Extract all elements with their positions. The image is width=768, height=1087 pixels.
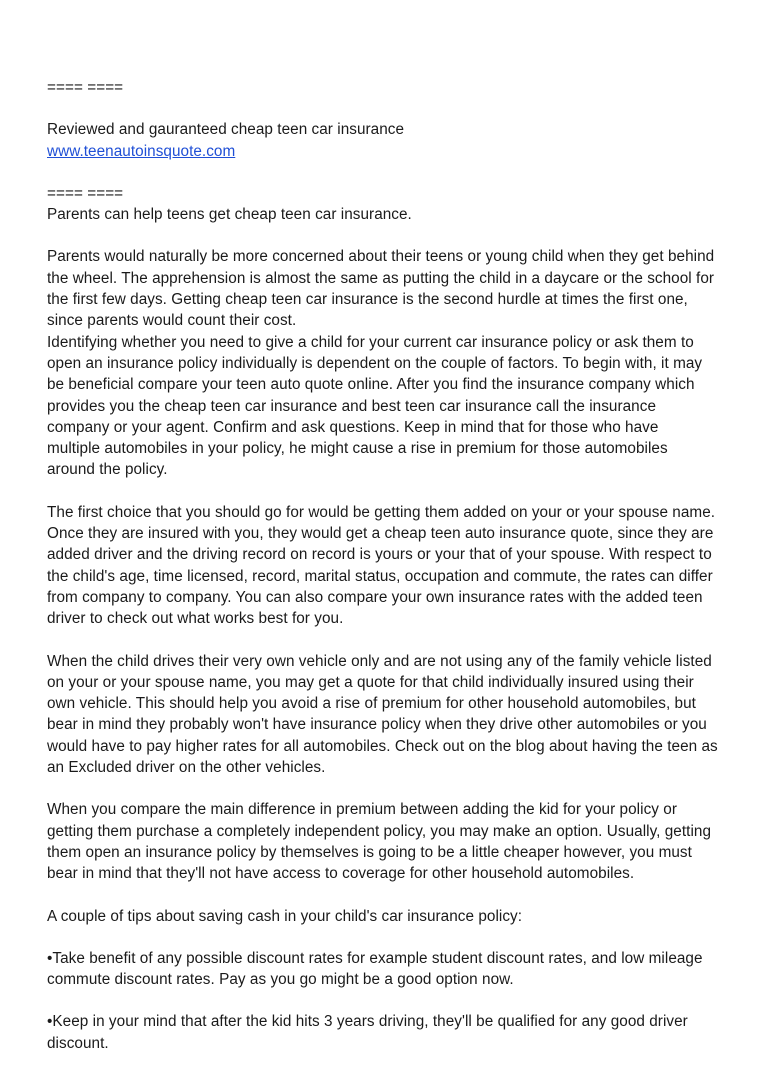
- paragraph-1: [47, 246, 737, 480]
- spacer: [47, 885, 737, 906]
- paragraph-3: [47, 651, 737, 779]
- spacer: [47, 778, 737, 799]
- paragraph-2-line: The first choice that you should go for would be getting them added on your or your spouse name.: [47, 503, 716, 521]
- spacer: [47, 927, 737, 948]
- paragraph-1-line: since parents would count their cost.: [47, 312, 297, 330]
- paragraph-4-line: When you compare the main difference in premium between adding the kid for your policy or: [47, 801, 677, 819]
- spacer: [47, 630, 737, 651]
- paragraph-2-line: added driver and the driving record on record is yours or your that of your spouse. With respect to: [47, 546, 712, 564]
- site-link[interactable]: www.teenautoinsquote.com: [47, 142, 236, 160]
- spacer: [47, 481, 737, 502]
- tip-1-line: commute discount rates. Pay as you go might be a good option now.: [47, 971, 514, 989]
- paragraph-3-line: bear in mind they probably won't have insurance policy when they drive other automobiles or you: [47, 716, 707, 734]
- paragraph-2-line: Once they are insured with you, they would get a cheap teen auto insurance quote, since they are: [47, 525, 714, 543]
- paragraph-4-line: bear in mind that they'll not have access to coverage for other household automobiles.: [47, 865, 635, 883]
- paragraph-2-line: driver to check out what works best for you.: [47, 610, 344, 628]
- paragraph-3-line: would have to pay higher rates for all automobiles. Check out on the blog about having the teen as: [47, 737, 718, 755]
- tip-1-line: •Take benefit of any possible discount rates for example student discount rates, and low mileage: [47, 949, 703, 967]
- paragraph-2-line: the child's age, time licensed, record, marital status, occupation and commute, the rates can differ: [47, 567, 713, 585]
- paragraph-1-line: company or your agent. Confirm and ask questions. Keep in mind that for those who have: [47, 418, 659, 436]
- paragraph-3-line: an Excluded driver on the other vehicles.: [47, 759, 326, 777]
- spacer: [47, 162, 737, 183]
- paragraph-1-line: Identifying whether you need to give a child for your current car insurance policy or ask them to: [47, 333, 694, 351]
- tips-intro: A couple of tips about saving cash in your child's car insurance policy:: [47, 907, 523, 925]
- document-page: [47, 77, 737, 1054]
- separator-bottom: ==== ====: [47, 184, 124, 202]
- paragraph-1-line: Parents would naturally be more concerned about their teens or young child when they get behind: [47, 248, 715, 266]
- spacer: [47, 225, 737, 246]
- paragraph-4-line: them open an insurance policy by themselves is going to be a little cheaper however, you must: [47, 843, 692, 861]
- paragraph-3-line: on your or your spouse name, you may get a quote for that child individually insured using their: [47, 673, 694, 691]
- paragraph-2-line: from company to company. You can also compare your own insurance rates with the added teen: [47, 588, 703, 606]
- paragraph-3-line: own vehicle. This should help you avoid a rise of premium for other household automobiles, but: [47, 695, 696, 713]
- tip-1: [47, 948, 737, 991]
- spacer: [47, 98, 737, 119]
- article-title: Parents can help teens get cheap teen car insurance.: [47, 206, 412, 224]
- paragraph-4-line: getting them purchase a completely independent policy, you may make an option. Usually, getting: [47, 822, 712, 840]
- paragraph-1-line: the wheel. The apprehension is almost the same as putting the child in a daycare or the school for: [47, 269, 715, 287]
- paragraph-1-line: multiple automobiles in your policy, he might cause a rise in premium for those automobiles: [47, 440, 668, 458]
- spacer: [47, 990, 737, 1011]
- paragraph-1-line: the first few days. Getting cheap teen car insurance is the second hurdle at times the first one,: [47, 291, 688, 309]
- paragraph-1-line: be beneficial compare your teen auto quote online. After you find the insurance company which: [47, 376, 695, 394]
- paragraph-4: [47, 799, 737, 884]
- tip-2: [47, 1011, 737, 1054]
- paragraph-2: [47, 502, 737, 630]
- paragraph-3-line: When the child drives their very own vehicle only and are not using any of the family vehicle listed: [47, 652, 712, 670]
- paragraph-1-line: open an insurance policy individually is dependent on the couple of factors. To begin with, it may: [47, 354, 703, 372]
- paragraph-1-line: provides you the cheap teen car insurance and best teen car insurance call the insurance: [47, 397, 656, 415]
- review-line: Reviewed and gauranteed cheap teen car insurance: [47, 121, 405, 139]
- paragraph-1-line: around the policy.: [47, 461, 168, 479]
- tip-2-line: •Keep in your mind that after the kid hits 3 years driving, they'll be qualified for any good driver: [47, 1013, 688, 1031]
- tip-2-line: discount.: [47, 1034, 109, 1052]
- separator-top: ==== ====: [47, 79, 124, 96]
